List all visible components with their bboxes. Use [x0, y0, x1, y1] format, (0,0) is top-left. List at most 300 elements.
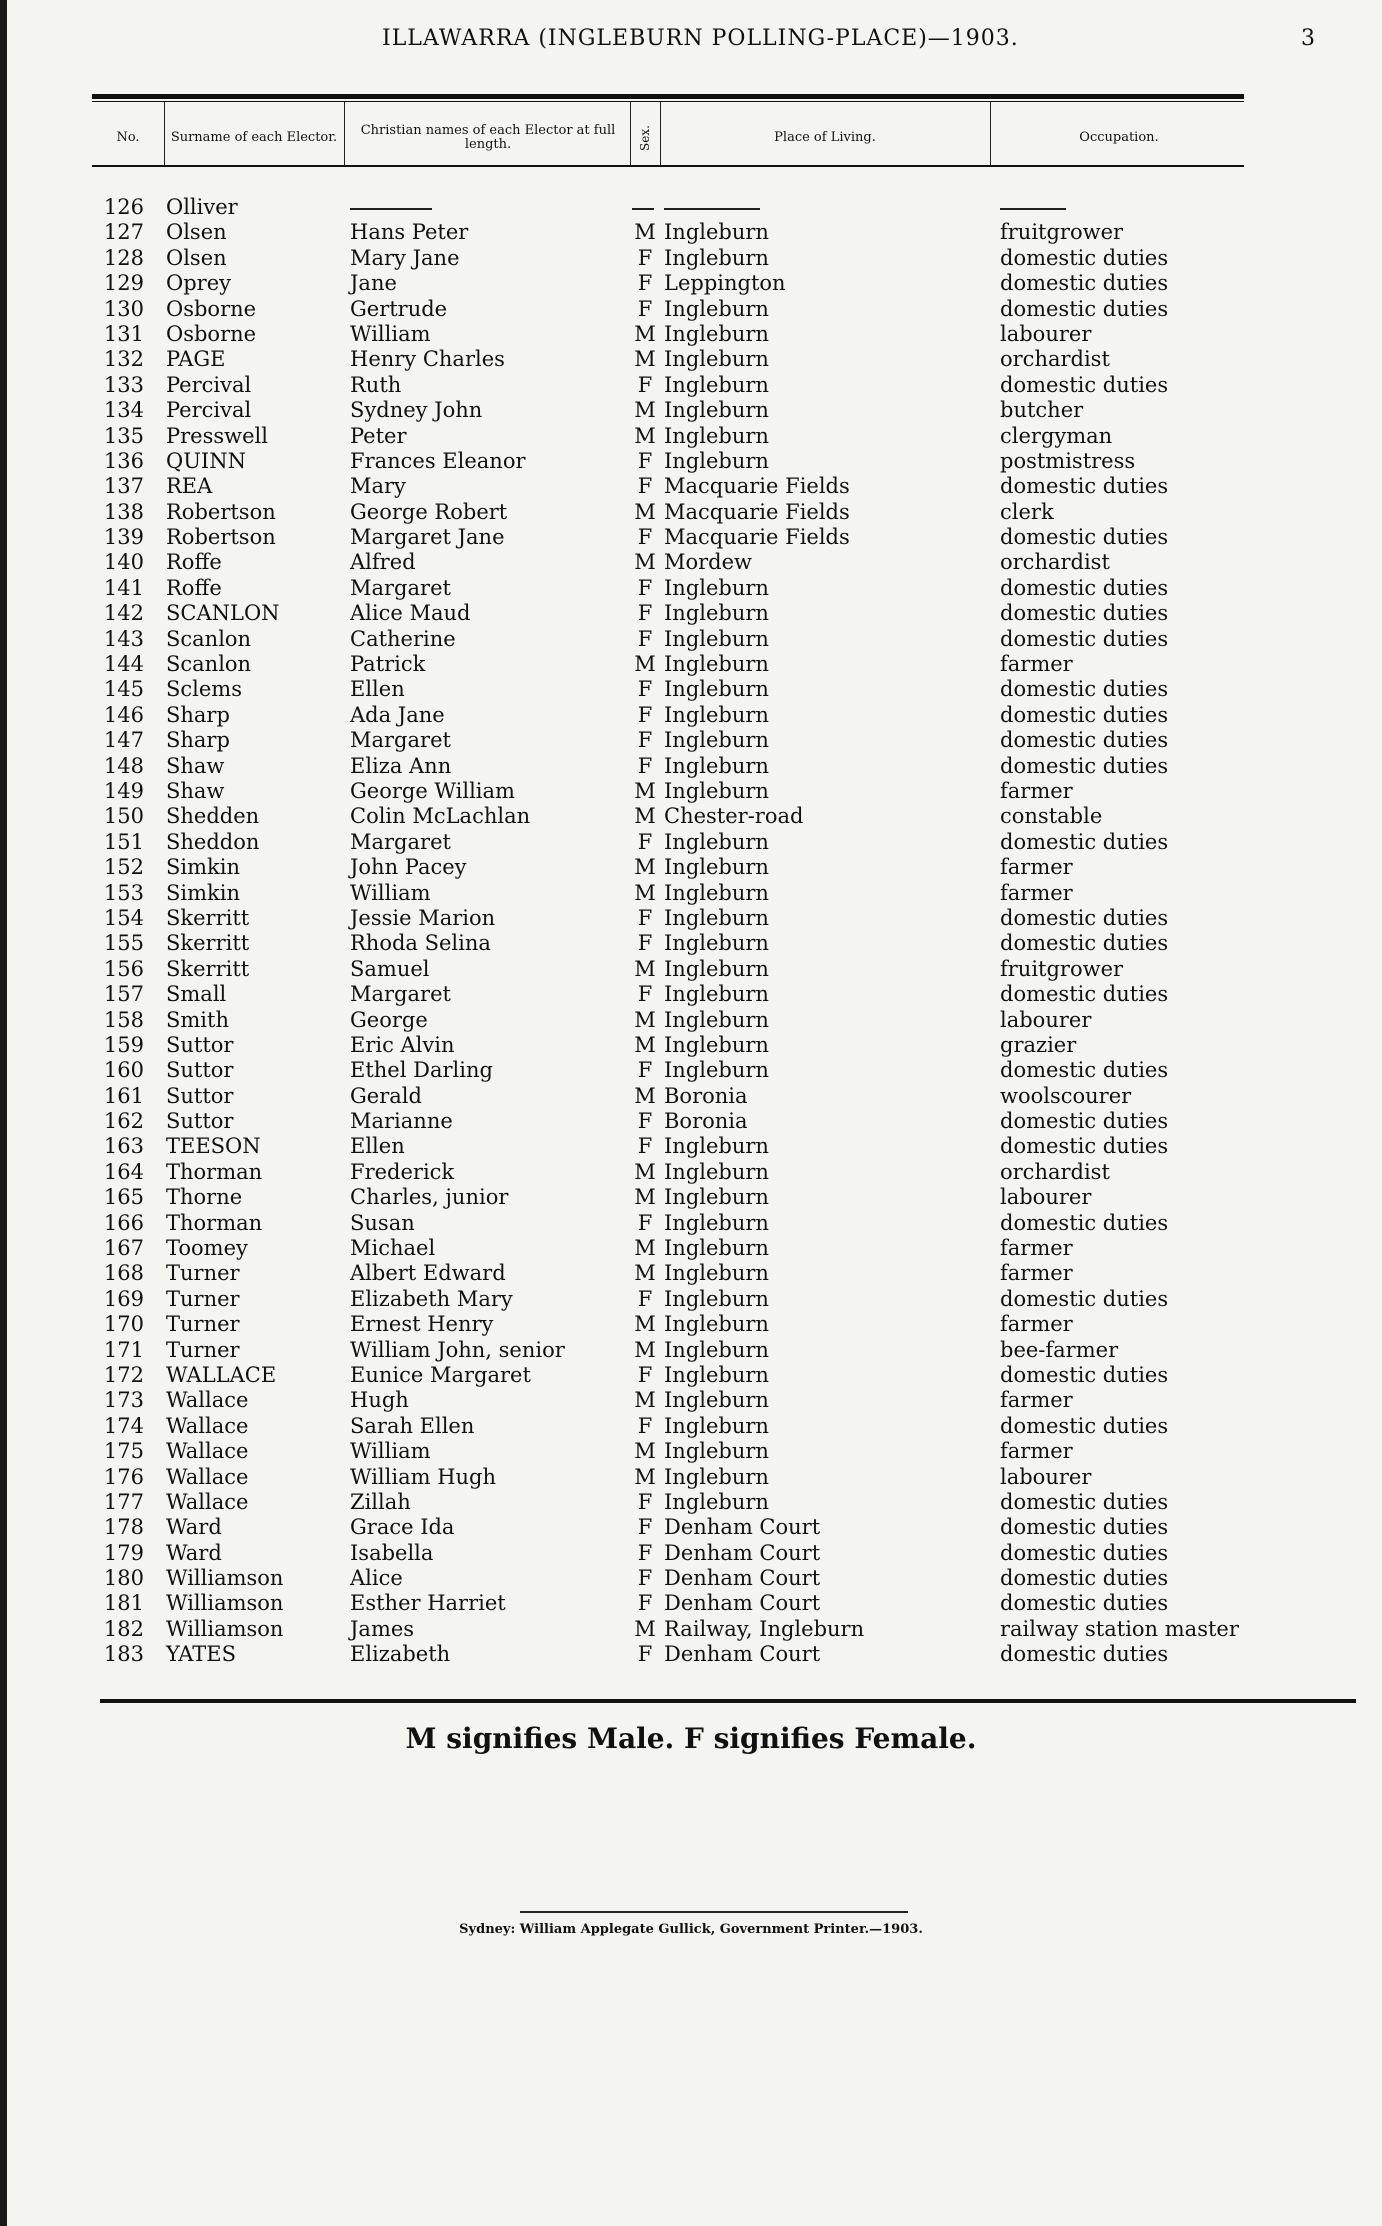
elector-sex: M	[634, 398, 656, 423]
printer-imprint: Sydney: William Applegate Gullick, Government Printer.—1903.	[459, 1922, 923, 1937]
elector-occupation: woolscourer	[1000, 1083, 1132, 1108]
elector-surname: Suttor	[166, 1083, 234, 1108]
elector-sex: M	[634, 956, 656, 981]
elector-sex: F	[637, 296, 653, 321]
elector-place-of-living: Ingleburn	[664, 347, 769, 372]
elector-place-of-living: Ingleburn	[664, 905, 769, 930]
elector-number: 145	[103, 677, 144, 702]
elector-number: 167	[103, 1236, 144, 1261]
elector-surname: Percival	[166, 372, 252, 397]
elector-number: 151	[103, 829, 144, 854]
column-header-christian-names: Christian names of each Elector at full length.	[360, 123, 616, 152]
elector-surname: Small	[166, 982, 227, 1007]
column-divider	[344, 102, 345, 166]
elector-christian-names: George William	[350, 778, 515, 803]
elector-number: 153	[103, 880, 144, 905]
table-row	[0, 576, 1382, 601]
sex-legend-footnote: M signifies Male. F signifies Female.	[405, 1722, 977, 1755]
elector-christian-names: William	[350, 1439, 431, 1464]
elector-sex: M	[634, 1007, 656, 1032]
elector-occupation: farmer	[1000, 1388, 1073, 1413]
elector-occupation: farmer	[1000, 778, 1073, 803]
elector-number: 141	[103, 575, 144, 600]
elector-place-of-living: Ingleburn	[664, 880, 769, 905]
elector-occupation: butcher	[1000, 398, 1084, 423]
elector-place-of-living: Ingleburn	[664, 778, 769, 803]
table-row	[0, 1465, 1382, 1490]
elector-surname: Sclems	[166, 677, 242, 702]
column-header-sex-label: Sex.	[638, 125, 652, 151]
elector-surname: Turner	[166, 1337, 240, 1362]
elector-number: 165	[103, 1185, 144, 1210]
elector-christian-names: Patrick	[350, 652, 426, 677]
elector-occupation: domestic duties	[1000, 702, 1169, 727]
elector-surname: TEESON	[166, 1134, 261, 1159]
elector-occupation: clergyman	[1000, 423, 1113, 448]
elector-place-of-living: Ingleburn	[664, 982, 769, 1007]
elector-number: 177	[103, 1489, 144, 1514]
column-header-place: Place of Living.	[774, 130, 876, 145]
table-row	[0, 525, 1382, 550]
elector-occupation: orchardist	[1000, 347, 1110, 372]
elector-place-of-living: Ingleburn	[664, 372, 769, 397]
table-row	[0, 830, 1382, 855]
elector-place-of-living: Ingleburn	[664, 956, 769, 981]
table-row	[0, 1058, 1382, 1083]
elector-sex: M	[634, 1439, 656, 1464]
elector-place-of-living: Ingleburn	[664, 1261, 769, 1286]
elector-sex: M	[634, 778, 656, 803]
elector-christian-names: Catherine	[350, 626, 456, 651]
printer-rule	[520, 1911, 908, 1913]
page-number: 3	[1301, 26, 1315, 51]
elector-place-of-living: Ingleburn	[664, 1032, 769, 1057]
elector-surname: QUINN	[166, 448, 246, 473]
elector-christian-names: James	[350, 1616, 415, 1641]
elector-christian-names: Ellen	[350, 677, 405, 702]
elector-surname: Wallace	[166, 1413, 249, 1438]
elector-sex: M	[634, 804, 656, 829]
elector-surname: Smith	[166, 1007, 229, 1032]
elector-sex: F	[637, 245, 653, 270]
elector-sex: F	[637, 982, 653, 1007]
elector-occupation: domestic duties	[1000, 575, 1169, 600]
table-row	[0, 398, 1382, 423]
elector-christian-names: Hugh	[350, 1388, 409, 1413]
table-row	[0, 1287, 1382, 1312]
elector-christian-names: William John, senior	[350, 1337, 565, 1362]
table-row	[0, 1312, 1382, 1337]
elector-number: 179	[103, 1540, 144, 1565]
elector-sex: F	[637, 1109, 653, 1134]
elector-christian-names: William Hugh	[350, 1464, 496, 1489]
table-row	[0, 1211, 1382, 1236]
elector-number: 155	[103, 931, 144, 956]
elector-sex: F	[637, 474, 653, 499]
elector-number: 178	[103, 1515, 144, 1540]
elector-surname: Oprey	[166, 271, 231, 296]
elector-place-of-living: Ingleburn	[664, 575, 769, 600]
elector-sex: M	[634, 550, 656, 575]
elector-christian-names: Susan	[350, 1210, 415, 1235]
table-row	[0, 957, 1382, 982]
elector-place-of-living: Ingleburn	[664, 1134, 769, 1159]
elector-occupation: farmer	[1000, 1439, 1073, 1464]
elector-number: 166	[103, 1210, 144, 1235]
table-row	[0, 1591, 1382, 1616]
elector-surname: Roffe	[166, 575, 222, 600]
elector-number: 164	[103, 1159, 144, 1184]
elector-occupation: domestic duties	[1000, 982, 1169, 1007]
elector-number: 126	[103, 195, 144, 219]
elector-surname: Thorman	[166, 1210, 263, 1235]
elector-surname: REA	[166, 474, 213, 499]
elector-surname: WALLACE	[166, 1362, 277, 1387]
table-row	[0, 703, 1382, 728]
elector-number: 183	[103, 1642, 144, 1667]
elector-christian-names: Eliza Ann	[350, 753, 452, 778]
elector-sex: M	[634, 1616, 656, 1641]
elector-sex: F	[637, 1515, 653, 1540]
elector-number: 173	[103, 1388, 144, 1413]
table-row	[0, 982, 1382, 1007]
elector-surname: Robertson	[166, 525, 276, 550]
elector-christian-names: Grace Ida	[350, 1515, 455, 1540]
page-header	[0, 26, 1382, 62]
table-row	[0, 474, 1382, 499]
elector-number: 127	[103, 220, 144, 245]
table-row	[0, 1515, 1382, 1540]
elector-surname: Williamson	[166, 1566, 284, 1591]
elector-surname: Shedden	[166, 804, 260, 829]
elector-number: 152	[103, 855, 144, 880]
elector-surname: Scanlon	[166, 626, 252, 651]
table-row	[0, 1363, 1382, 1388]
table-row	[0, 601, 1382, 626]
table-row	[0, 627, 1382, 652]
elector-place-of-living: Mordew	[664, 550, 753, 575]
elector-sex: M	[634, 1185, 656, 1210]
table-row	[0, 652, 1382, 677]
elector-surname: Toomey	[166, 1236, 248, 1261]
table-row	[0, 1338, 1382, 1363]
elector-sex: F	[637, 702, 653, 727]
table-row	[0, 855, 1382, 880]
elector-surname: Thorman	[166, 1159, 263, 1184]
elector-place-of-living: Ingleburn	[664, 296, 769, 321]
elector-occupation: farmer	[1000, 855, 1073, 880]
elector-number: 182	[103, 1616, 144, 1641]
elector-occupation: domestic duties	[1000, 1642, 1169, 1667]
elector-occupation: constable	[1000, 804, 1103, 829]
table-row	[0, 677, 1382, 702]
elector-christian-names: Margaret	[350, 575, 451, 600]
column-header-occupation: Occupation.	[1079, 130, 1159, 145]
table-row	[0, 1185, 1382, 1210]
elector-surname: Olsen	[166, 245, 227, 270]
table-row	[0, 1439, 1382, 1464]
elector-place-of-living: Macquarie Fields	[664, 525, 850, 550]
elector-christian-names: Ada Jane	[350, 702, 445, 727]
elector-place-of-living: Ingleburn	[664, 626, 769, 651]
elector-christian-names: George	[350, 1007, 428, 1032]
elector-sex: M	[634, 1261, 656, 1286]
elector-christian-names: Henry Charles	[350, 347, 505, 372]
elector-christian-names: Esther Harriet	[350, 1591, 506, 1616]
elector-surname: Osborne	[166, 296, 257, 321]
table-row	[0, 1566, 1382, 1591]
elector-christian-names: William	[350, 321, 431, 346]
table-row	[0, 754, 1382, 779]
elector-sex: M	[634, 1312, 656, 1337]
elector-christian-names: Alice Maud	[350, 601, 471, 626]
elector-surname: Olliver	[166, 195, 238, 219]
elector-sex: F	[637, 601, 653, 626]
elector-surname: Williamson	[166, 1616, 284, 1641]
elector-occupation: domestic duties	[1000, 677, 1169, 702]
table-row	[0, 424, 1382, 449]
elector-number: 170	[103, 1312, 144, 1337]
elector-surname: Robertson	[166, 499, 276, 524]
elector-place-of-living: Ingleburn	[664, 728, 769, 753]
elector-place-of-living: Chester-road	[664, 804, 804, 829]
table-row	[0, 804, 1382, 829]
elector-christian-names: Eunice Margaret	[350, 1362, 531, 1387]
elector-number: 168	[103, 1261, 144, 1286]
elector-occupation: domestic duties	[1000, 1489, 1169, 1514]
elector-sex: F	[637, 372, 653, 397]
elector-surname: Skerritt	[166, 931, 250, 956]
elector-surname: Skerritt	[166, 956, 250, 981]
column-divider	[630, 102, 631, 166]
elector-sex: M	[634, 880, 656, 905]
table-row	[0, 297, 1382, 322]
elector-christian-names: Elizabeth Mary	[350, 1286, 513, 1311]
elector-place-of-living: Denham Court	[664, 1540, 821, 1565]
elector-surname: Olsen	[166, 220, 227, 245]
elector-sex: F	[637, 1591, 653, 1616]
elector-surname: Ward	[166, 1515, 222, 1540]
elector-occupation: domestic duties	[1000, 1591, 1169, 1616]
elector-occupation: domestic duties	[1000, 1210, 1169, 1235]
elector-sex: F	[637, 626, 653, 651]
elector-christian-names: Eric Alvin	[350, 1032, 455, 1057]
elector-sex: M	[634, 1464, 656, 1489]
elector-christian-names: Ruth	[350, 372, 402, 397]
elector-christian-names: Jessie Marion	[350, 905, 496, 930]
elector-place-of-living: Ingleburn	[664, 677, 769, 702]
table-row	[0, 271, 1382, 296]
table-row	[0, 449, 1382, 474]
column-divider	[164, 102, 165, 166]
elector-occupation: domestic duties	[1000, 1566, 1169, 1591]
table-row	[0, 1109, 1382, 1134]
elector-surname: Simkin	[166, 880, 240, 905]
elector-christian-names: Gertrude	[350, 296, 448, 321]
elector-occupation: bee-farmer	[1000, 1337, 1119, 1362]
elector-surname: Percival	[166, 398, 252, 423]
elector-occupation: domestic duties	[1000, 1540, 1169, 1565]
elector-christian-names: Isabella	[350, 1540, 434, 1565]
elector-sex: F	[637, 1489, 653, 1514]
elector-sex: M	[634, 1159, 656, 1184]
elector-sex: M	[634, 423, 656, 448]
elector-surname: Sharp	[166, 702, 230, 727]
elector-occupation: railway station master	[1000, 1616, 1239, 1641]
elector-occupation: domestic duties	[1000, 525, 1169, 550]
elector-number: 143	[103, 626, 144, 651]
elector-christian-names: Frances Eleanor	[350, 448, 526, 473]
elector-christian-names: Michael	[350, 1236, 436, 1261]
table-row	[0, 1134, 1382, 1159]
table-row	[0, 906, 1382, 931]
elector-christian-names: Albert Edward	[350, 1261, 506, 1286]
elector-place-of-living: Ingleburn	[664, 931, 769, 956]
elector-place-of-living: Ingleburn	[664, 702, 769, 727]
table-row	[0, 1414, 1382, 1439]
elector-surname: Wallace	[166, 1439, 249, 1464]
elector-occupation: domestic duties	[1000, 245, 1169, 270]
elector-occupation: farmer	[1000, 880, 1073, 905]
elector-number: 146	[103, 702, 144, 727]
elector-number: 175	[103, 1439, 144, 1464]
elector-place-of-living: Ingleburn	[664, 1210, 769, 1235]
elector-surname: Williamson	[166, 1591, 284, 1616]
elector-number: 134	[103, 398, 144, 423]
elector-place-of-living: Ingleburn	[664, 1439, 769, 1464]
elector-occupation: domestic duties	[1000, 905, 1169, 930]
elector-number: 133	[103, 372, 144, 397]
elector-christian-names: Ellen	[350, 1134, 405, 1159]
elector-surname: PAGE	[166, 347, 226, 372]
elector-occupation: domestic duties	[1000, 1362, 1169, 1387]
elector-occupation: fruitgrower	[1000, 956, 1124, 981]
elector-sex: M	[634, 1337, 656, 1362]
table-row	[0, 500, 1382, 525]
elector-number: 154	[103, 905, 144, 930]
elector-surname: SCANLON	[166, 601, 280, 626]
elector-occupation: domestic duties	[1000, 372, 1169, 397]
elector-place-of-living: Denham Court	[664, 1515, 821, 1540]
elector-number: 162	[103, 1109, 144, 1134]
elector-sex: M	[634, 855, 656, 880]
elector-christian-names: Sarah Ellen	[350, 1413, 475, 1438]
elector-occupation: domestic duties	[1000, 626, 1169, 651]
elector-occupation: domestic duties	[1000, 474, 1169, 499]
elector-christian-names: Jane	[350, 271, 397, 296]
elector-occupation: fruitgrower	[1000, 220, 1124, 245]
elector-place-of-living: Ingleburn	[664, 245, 769, 270]
table-row	[0, 1541, 1382, 1566]
elector-occupation: domestic duties	[1000, 829, 1169, 854]
elector-occupation: domestic duties	[1000, 1515, 1169, 1540]
elector-surname: Skerritt	[166, 905, 250, 930]
elector-christian-names: Hans Peter	[350, 220, 469, 245]
elector-sex: F	[637, 448, 653, 473]
elector-surname: Wallace	[166, 1388, 249, 1413]
elector-place-of-living: Railway, Ingleburn	[664, 1616, 865, 1641]
table-row	[0, 1008, 1382, 1033]
elector-number: 176	[103, 1464, 144, 1489]
table-row	[0, 779, 1382, 804]
elector-christian-names: Marianne	[350, 1109, 453, 1134]
header-bottom-rule	[92, 165, 1244, 167]
elector-occupation: domestic duties	[1000, 931, 1169, 956]
elector-sex: M	[634, 321, 656, 346]
elector-place-of-living: Ingleburn	[664, 1286, 769, 1311]
elector-place-of-living: Ingleburn	[664, 398, 769, 423]
column-header-surname: Surname of each Elector.	[170, 130, 338, 145]
elector-sex: F	[637, 829, 653, 854]
table-row	[0, 881, 1382, 906]
elector-place-of-living: Ingleburn	[664, 1413, 769, 1438]
elector-surname: Scanlon	[166, 652, 252, 677]
table-row	[0, 220, 1382, 245]
elector-place-of-living: Ingleburn	[664, 601, 769, 626]
elector-christian-names: Margaret	[350, 728, 451, 753]
elector-surname: Simkin	[166, 855, 240, 880]
elector-sex: M	[634, 1236, 656, 1261]
elector-number: 158	[103, 1007, 144, 1032]
elector-number: 128	[103, 245, 144, 270]
elector-sex: M	[634, 220, 656, 245]
table-row	[0, 195, 1382, 220]
elector-number: 161	[103, 1083, 144, 1108]
elector-occupation: domestic duties	[1000, 1134, 1169, 1159]
column-header-no: No.	[116, 130, 140, 145]
column-header-sex	[632, 110, 658, 166]
elector-place-of-living: Ingleburn	[664, 1159, 769, 1184]
elector-sex: M	[634, 347, 656, 372]
elector-christian-names: Alice	[350, 1566, 403, 1591]
elector-sex: F	[637, 1642, 653, 1667]
elector-surname: Sharp	[166, 728, 230, 753]
elector-number: 137	[103, 474, 144, 499]
elector-number: 181	[103, 1591, 144, 1616]
elector-sex: F	[637, 525, 653, 550]
elector-occupation: orchardist	[1000, 1159, 1110, 1184]
table-row	[0, 347, 1382, 372]
elector-christian-names: Margaret	[350, 829, 451, 854]
elector-number: 136	[103, 448, 144, 473]
elector-surname: Turner	[166, 1261, 240, 1286]
elector-christian-names: Margaret Jane	[350, 525, 505, 550]
elector-christian-names: Gerald	[350, 1083, 422, 1108]
elector-occupation: farmer	[1000, 1312, 1073, 1337]
elector-place-of-living: Ingleburn	[664, 1362, 769, 1387]
elector-number: 150	[103, 804, 144, 829]
elector-surname: Ward	[166, 1540, 222, 1565]
elector-number: 144	[103, 652, 144, 677]
elector-christian-names: George Robert	[350, 499, 508, 524]
elector-occupation: labourer	[1000, 321, 1092, 346]
table-top-rule	[92, 94, 1244, 99]
elector-list	[0, 195, 1382, 1668]
table-row	[0, 246, 1382, 271]
elector-surname: Sheddon	[166, 829, 260, 854]
elector-christian-names: Ernest Henry	[350, 1312, 494, 1337]
elector-christian-names: Colin McLachlan	[350, 804, 531, 829]
elector-occupation: domestic duties	[1000, 296, 1169, 321]
elector-place-of-living: Ingleburn	[664, 829, 769, 854]
elector-number: 169	[103, 1286, 144, 1311]
elector-christian-names: Mary	[350, 474, 406, 499]
table-row	[0, 1388, 1382, 1413]
table-row	[0, 1642, 1382, 1667]
elector-place-of-living: Denham Court	[664, 1591, 821, 1616]
elector-surname: Shaw	[166, 753, 225, 778]
elector-sex: F	[637, 931, 653, 956]
